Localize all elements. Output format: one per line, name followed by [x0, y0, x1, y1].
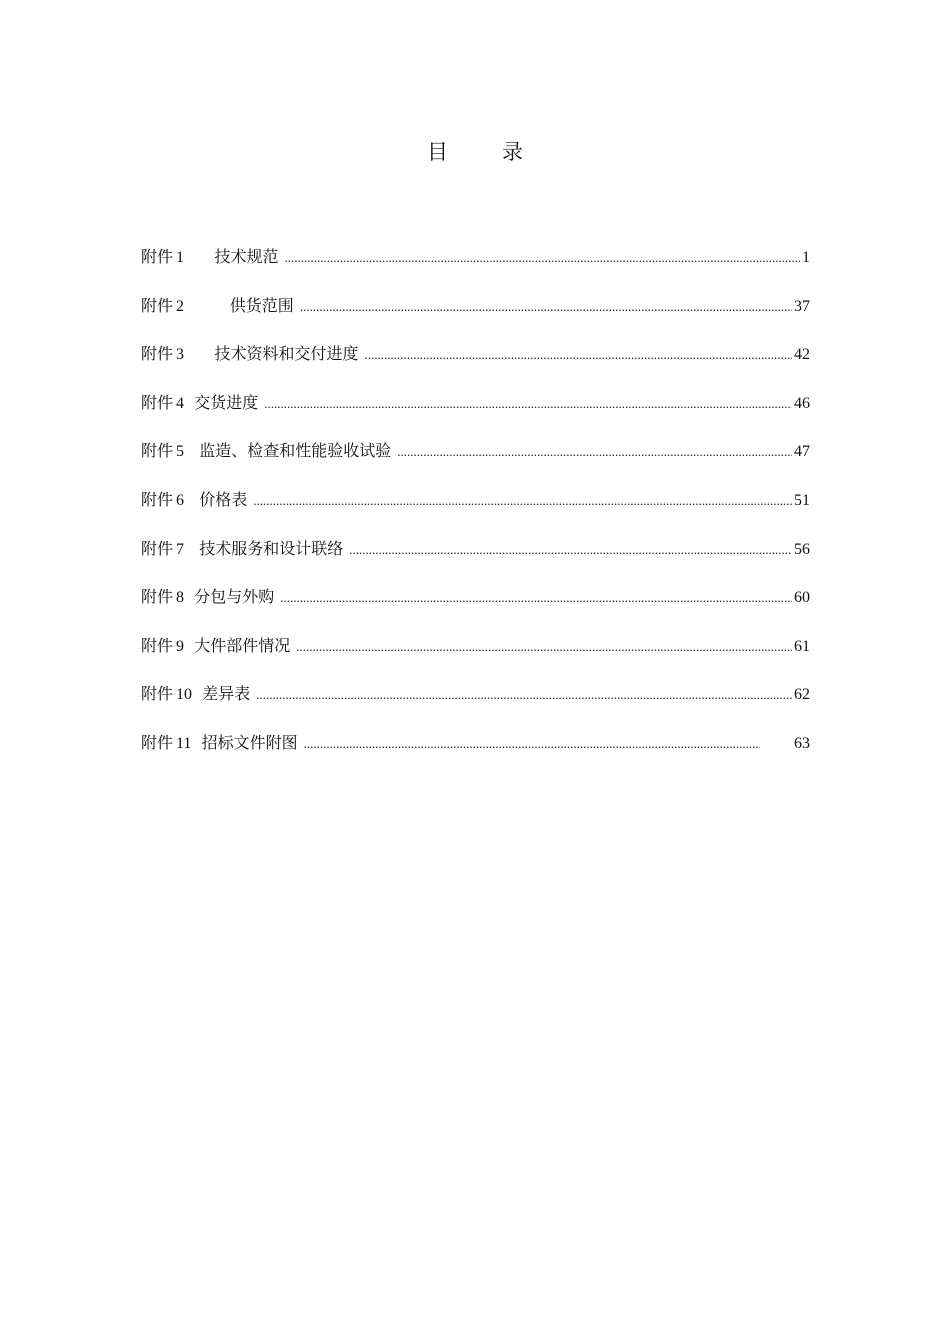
toc-entry-title: 分包与外购 — [194, 587, 275, 607]
toc-entry-spacer — [184, 490, 199, 509]
toc-entry-number: 8 — [176, 589, 185, 607]
toc-entry-spacer — [184, 636, 194, 655]
toc-entry-prefix: 附件 — [141, 684, 174, 704]
toc-entry-prefix: 附件 — [141, 587, 174, 607]
toc-entry[interactable] — [141, 487, 810, 536]
toc-dot-leader — [349, 542, 792, 558]
toc-entry-title: 差异表 — [202, 684, 251, 704]
toc-entry-page-number: 56 — [794, 540, 810, 558]
toc-entry-prefix: 附件 — [141, 295, 174, 315]
toc-entry-spacer — [184, 441, 199, 460]
toc-dot-leader — [304, 736, 760, 752]
toc-entry-prefix: 附件 — [141, 732, 174, 752]
toc-entry-title: 价格表 — [199, 489, 248, 509]
toc-entry-prefix: 附件 — [141, 344, 174, 364]
toc-entry-spacer — [184, 296, 230, 315]
toc-dot-leader — [296, 639, 792, 655]
toc-entry-prefix: 附件 — [141, 247, 174, 266]
toc-entry[interactable] — [141, 681, 810, 730]
title-char-2: 录 — [502, 140, 523, 164]
toc-entry-page-number: 37 — [794, 297, 810, 315]
toc-entry-title: 大件部件情况 — [194, 635, 291, 655]
toc-entry-prefix: 附件 — [141, 538, 174, 558]
toc-dot-leader — [280, 590, 792, 606]
toc-dot-leader — [256, 687, 792, 703]
toc-entry-page-number: 46 — [794, 394, 810, 412]
toc-dot-leader — [264, 396, 792, 412]
toc-entry-spacer — [184, 587, 194, 606]
toc-entry-page-number: 1 — [802, 249, 810, 266]
toc-entry-number: 7 — [176, 540, 185, 558]
toc-entry-prefix: 附件 — [141, 392, 174, 412]
toc-entry-title: 交货进度 — [194, 392, 259, 412]
toc-entry-label — [141, 487, 247, 510]
toc-entry-prefix: 附件 — [141, 635, 174, 655]
toc-entry-title: 监造、检查和性能验收试验 — [199, 441, 392, 461]
table-of-contents — [141, 244, 810, 779]
toc-entry-page-number: 62 — [794, 686, 810, 704]
toc-dot-leader — [285, 250, 800, 266]
toc-entry-label — [141, 536, 343, 559]
toc-entry-label — [141, 584, 274, 607]
toc-entry[interactable] — [141, 730, 810, 779]
toc-entry-number: 9 — [176, 637, 185, 655]
toc-entry-number: 4 — [176, 394, 185, 412]
toc-entry-title: 技术资料和交付进度 — [214, 344, 359, 364]
toc-entry-number: 11 — [176, 734, 192, 752]
toc-entry-spacer — [184, 393, 194, 412]
toc-entry[interactable] — [141, 438, 810, 487]
toc-dot-leader — [253, 493, 792, 509]
toc-entry-number: 5 — [176, 443, 185, 461]
toc-dot-leader — [365, 347, 792, 363]
toc-entry-page-number: 42 — [794, 346, 810, 364]
toc-entry[interactable] — [141, 293, 810, 342]
toc-entry[interactable] — [141, 244, 810, 293]
page-title — [0, 136, 950, 166]
toc-entry-title: 招标文件附图 — [201, 732, 298, 752]
toc-entry-page-number: 60 — [794, 589, 810, 607]
toc-entry[interactable] — [141, 341, 810, 390]
toc-entry[interactable] — [141, 633, 810, 682]
toc-entry-spacer — [184, 344, 215, 363]
title-char-1: 目 — [427, 140, 448, 164]
toc-entry[interactable] — [141, 390, 810, 439]
toc-entry-spacer — [192, 684, 202, 703]
toc-entry-number: 6 — [176, 491, 185, 509]
toc-entry[interactable] — [141, 536, 810, 585]
toc-entry-label — [141, 681, 250, 704]
toc-entry-number: 3 — [176, 346, 185, 364]
toc-entry-label — [141, 633, 290, 656]
toc-entry-title: 技术服务和设计联络 — [199, 538, 344, 558]
toc-entry-page-number: 51 — [794, 491, 810, 509]
toc-entry-label — [141, 438, 391, 461]
toc-dot-leader — [397, 444, 792, 460]
toc-entry-prefix: 附件 — [141, 489, 174, 509]
toc-entry[interactable] — [141, 584, 810, 633]
toc-entry-page-number: 47 — [794, 443, 810, 461]
toc-entry-page-number: 63 — [794, 734, 810, 752]
toc-entry-label — [141, 730, 298, 753]
toc-entry-title: 技术规范 — [214, 247, 279, 266]
toc-entry-label — [141, 390, 258, 413]
toc-entry-label — [141, 244, 279, 267]
toc-entry-label — [141, 341, 359, 364]
toc-entry-number: 1 — [176, 249, 185, 266]
toc-entry-number: 10 — [176, 686, 193, 704]
toc-entry-spacer — [191, 733, 201, 752]
toc-entry-title: 供货范围 — [229, 295, 294, 315]
toc-entry-label — [141, 293, 294, 316]
toc-entry-number: 2 — [176, 297, 185, 315]
toc-entry-prefix: 附件 — [141, 441, 174, 461]
toc-entry-spacer — [184, 247, 215, 266]
toc-dot-leader — [300, 299, 792, 315]
toc-entry-page-number: 61 — [794, 637, 810, 655]
toc-entry-spacer — [184, 539, 199, 558]
